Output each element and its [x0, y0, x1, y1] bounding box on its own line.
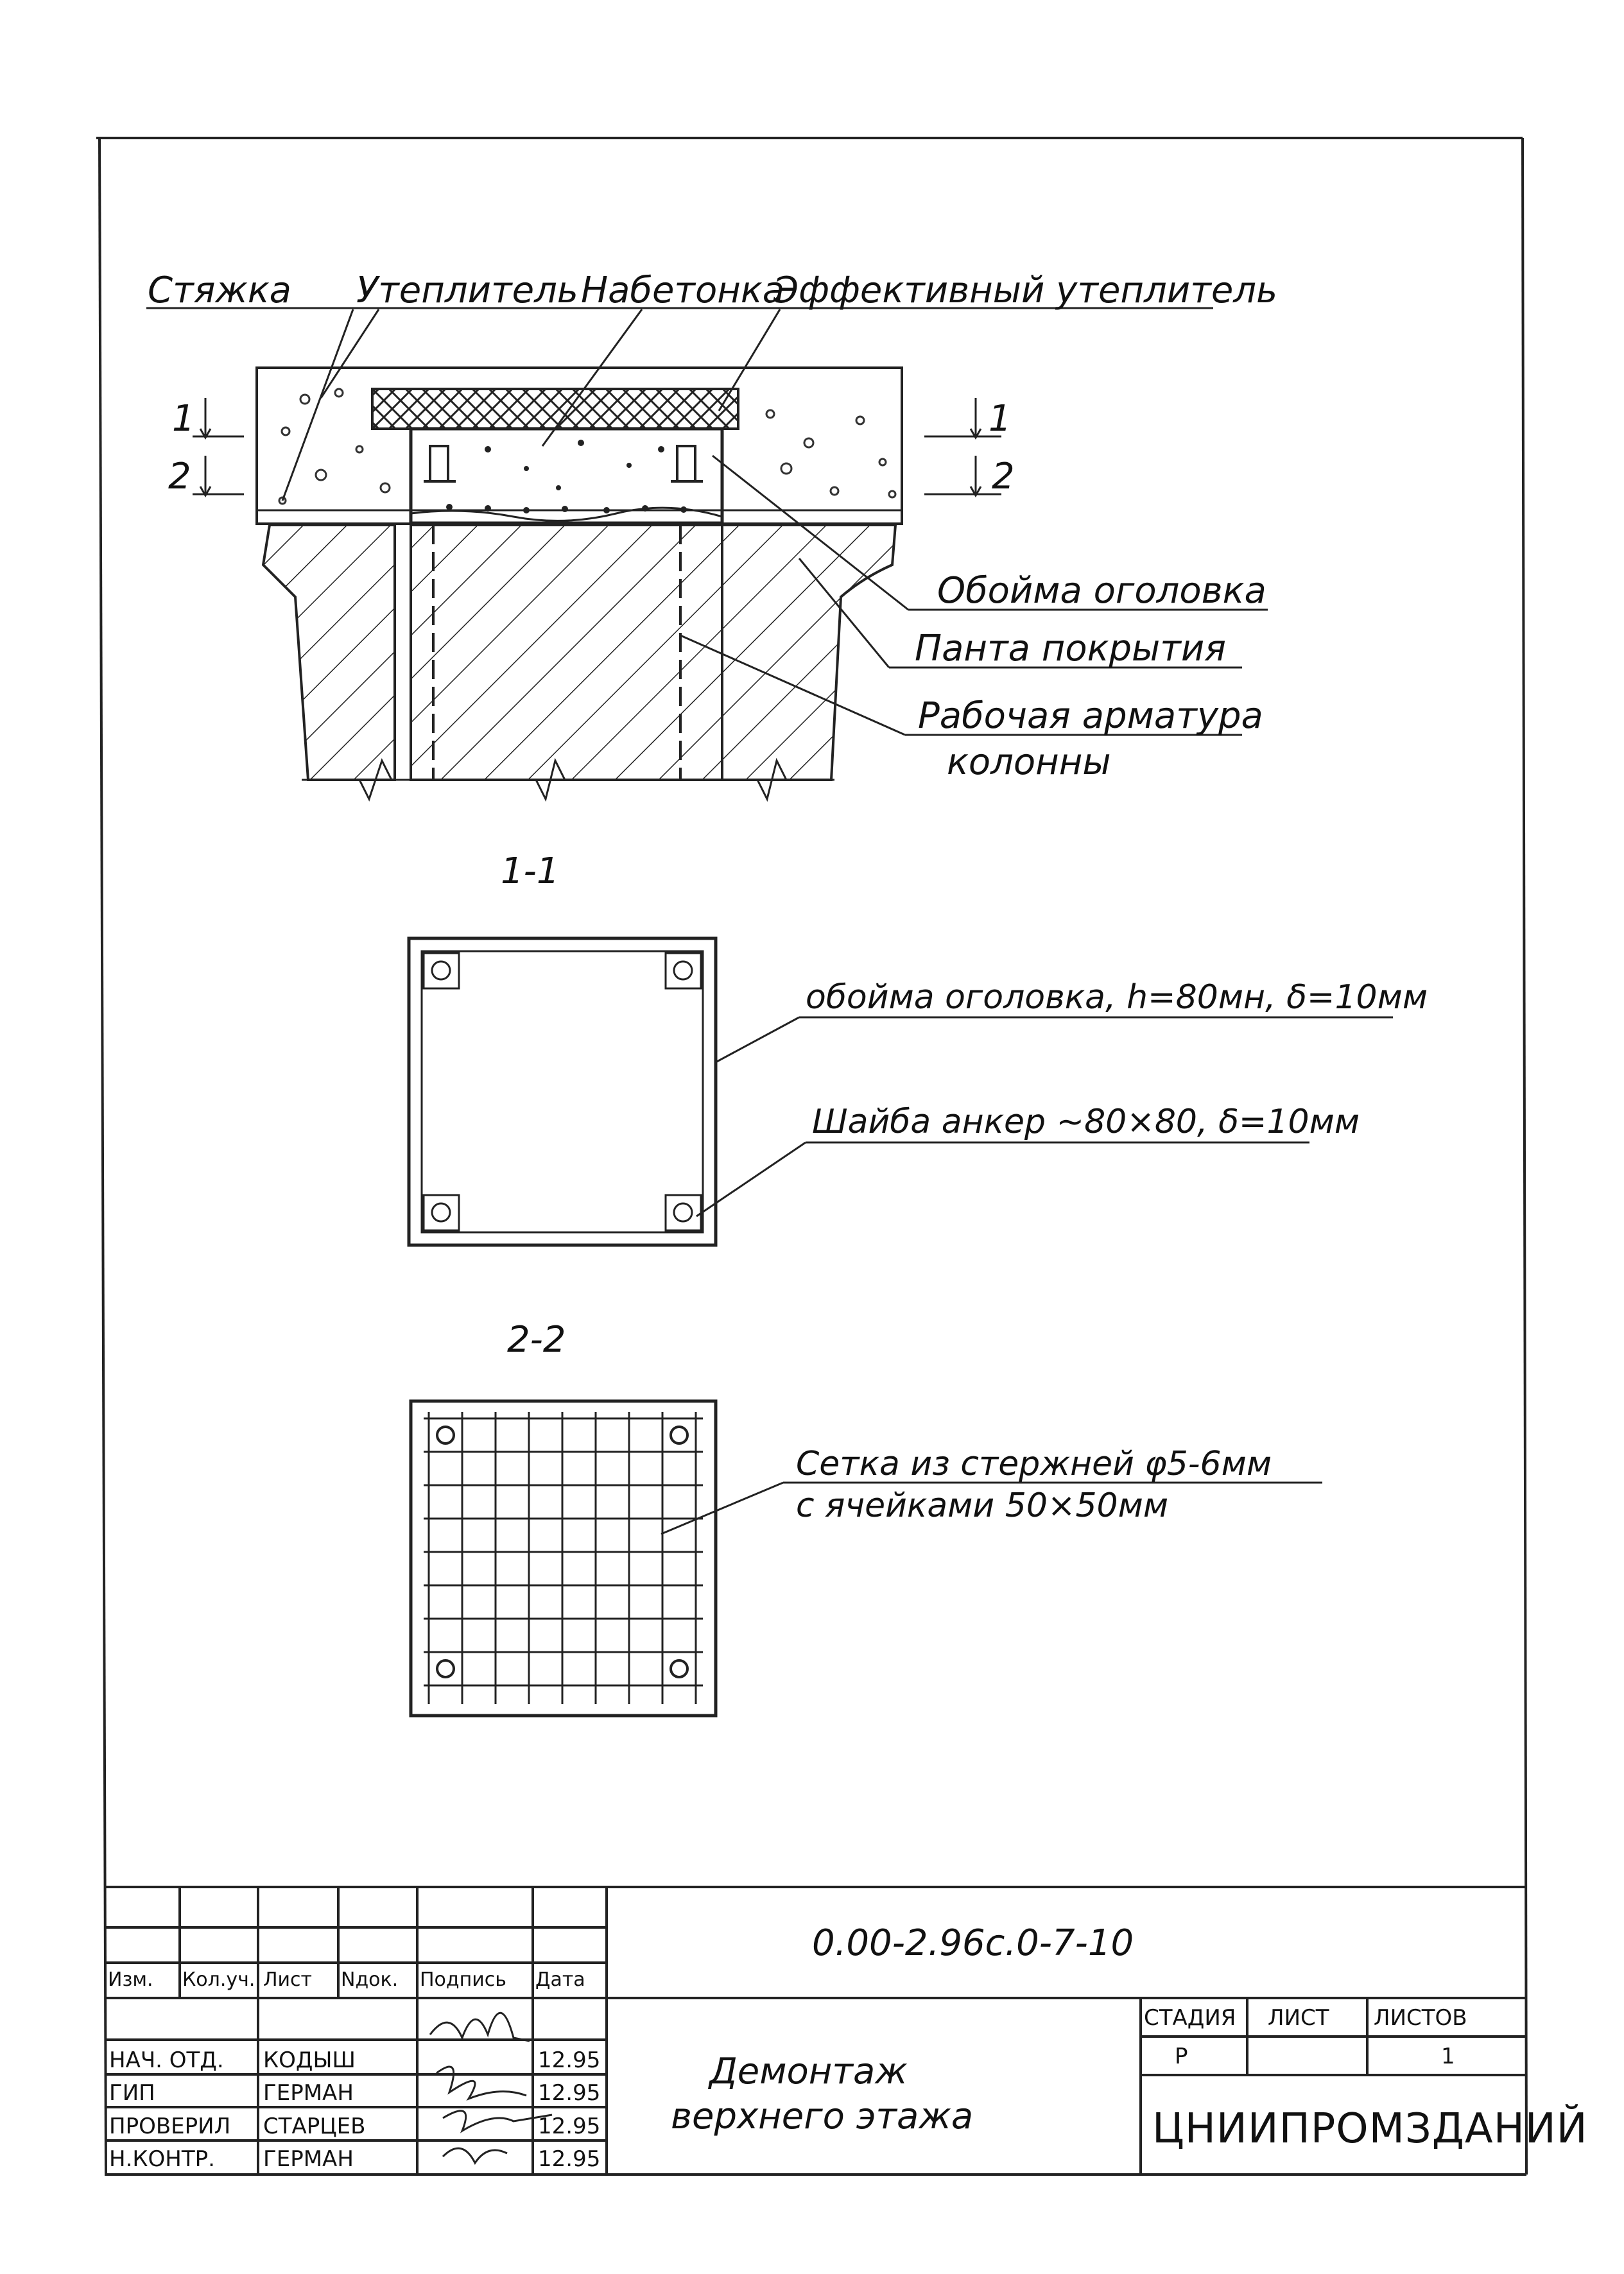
signatory-role-3: ПРОВЕРИЛ — [109, 2114, 231, 2139]
signatory-role-1: НАЧ. ОТД. — [109, 2047, 224, 2073]
anchor-washers — [424, 953, 701, 1230]
note-anchor-washer: Шайба анкер ~80×80, δ=10мм — [812, 1103, 1360, 1141]
label-screed: Стяжка — [148, 270, 291, 311]
label-column: колонны — [947, 741, 1111, 783]
header-change: Изм. — [108, 1968, 153, 1991]
header-qty: Кол.уч. — [182, 1968, 255, 1991]
note-head-clip: обойма оголовка, h=80мн, δ=10мм — [806, 978, 1428, 1017]
signatory-date-4: 12.95 — [538, 2146, 601, 2172]
label-concrete-topping: Набетонка — [581, 270, 785, 311]
label-insulation: Утеплитель — [356, 270, 578, 311]
sheets-header: ЛИСТОВ — [1374, 2005, 1467, 2031]
header-doc-no: Nдок. — [341, 1968, 399, 1991]
effective-insulation-layer — [372, 389, 738, 429]
column — [411, 525, 722, 780]
cut-mark-right-2: 2 — [992, 456, 1015, 497]
signatory-name-4: ГЕРМАН — [263, 2146, 354, 2172]
section-2-2-title: 2-2 — [507, 1319, 566, 1361]
cut-mark-left-2: 2 — [168, 456, 191, 497]
sheets-value: 1 — [1441, 2044, 1455, 2069]
signatory-name-1: КОДЫШ — [263, 2047, 356, 2073]
label-roof-slab: Панта покрытия — [915, 628, 1226, 669]
document-code: 0.00-2.96с.0-7-10 — [812, 1922, 1134, 1964]
header-sheet: Лист — [263, 1968, 313, 1991]
organization-name: ЦНИИПРОМЗДАНИЙ — [1152, 2105, 1588, 2153]
signatory-role-2: ГИП — [109, 2080, 155, 2106]
signatory-date-1: 12.95 — [538, 2047, 601, 2073]
mesh-grid — [424, 1412, 703, 1704]
drawing-title-line2: верхнего этажа — [671, 2096, 974, 2137]
header-signature: Подпись — [420, 1968, 506, 1991]
roof-slab-right — [722, 525, 895, 780]
note-mesh-line1: Сетка из стержней φ5-6мм — [796, 1445, 1272, 1483]
drawing-title-line1: Демонтаж — [709, 2051, 908, 2092]
signatory-name-3: СТАРЦЕВ — [263, 2114, 366, 2139]
label-head-clip: Обойма оголовка — [937, 570, 1266, 612]
signatory-role-4: Н.КОНТР. — [109, 2146, 215, 2172]
cut-mark-right-1: 1 — [989, 398, 1012, 440]
header-date: Дата — [535, 1968, 585, 1991]
cut-mark-left-1: 1 — [172, 398, 195, 440]
note-mesh-line2: с ячейками 50×50мм — [796, 1486, 1169, 1525]
stage-value: Р — [1175, 2044, 1188, 2069]
roof-slab-left — [263, 525, 395, 780]
signatory-date-3: 12.95 — [538, 2114, 601, 2139]
label-working-reinforcement: Рабочая арматура — [918, 695, 1263, 737]
sheet-header: ЛИСТ — [1268, 2005, 1329, 2031]
signatory-name-2: ГЕРМАН — [263, 2080, 354, 2106]
stage-header: СТАДИЯ — [1144, 2005, 1236, 2031]
label-effective-insulation: Эффективный утеплитель — [773, 270, 1278, 311]
signatory-date-2: 12.95 — [538, 2080, 601, 2106]
section-1-1-title: 1-1 — [501, 850, 560, 892]
cut-mark-left — [193, 398, 244, 495]
